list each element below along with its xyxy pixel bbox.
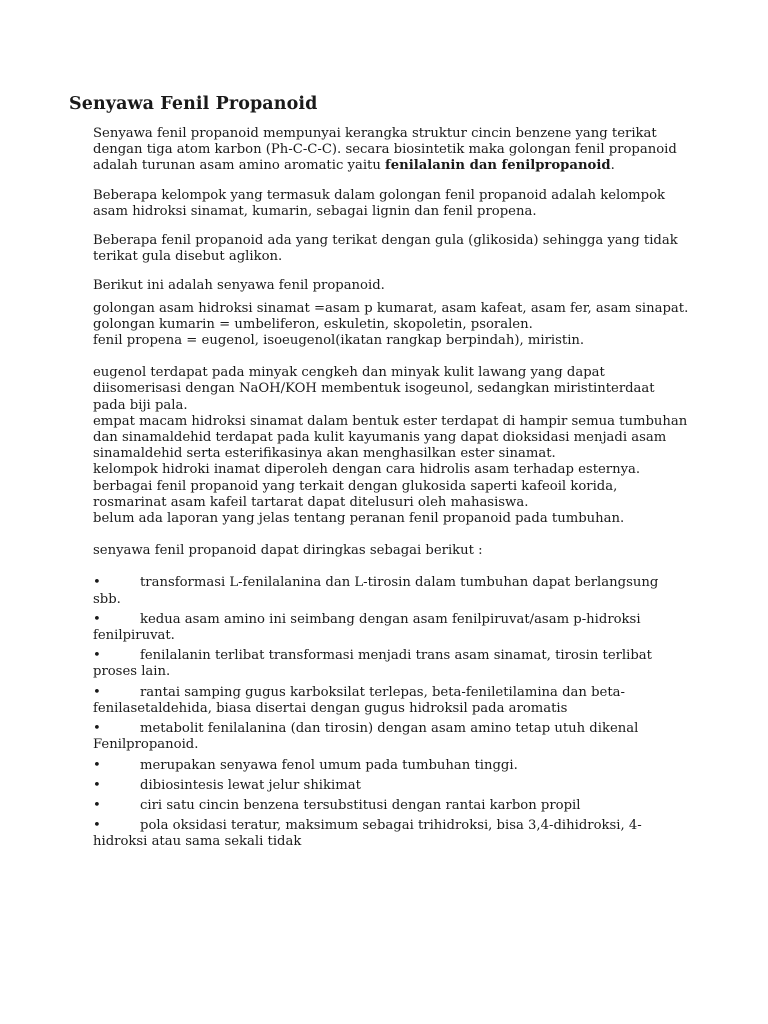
list-item-text: rantai samping gugus karboksilat terlepas, beta-feniletilamina dan beta-: [140, 684, 625, 700]
text-line: dengan tiga atom karbon (Ph-C-C-C). secara biosintetik maka golongan fenil propanoid: [93, 142, 677, 158]
list-item-text: ciri satu cincin benzena tersubstitusi dengan rantai karbon propil: [140, 797, 581, 813]
text-line: kelompok hidroki inamat diperoleh dengan cara hidrolis asam terhadap esternya.: [93, 462, 641, 478]
list-item-line: [93, 575, 693, 591]
paragraph-glycoside: [93, 233, 693, 265]
list-item-line: [93, 648, 693, 664]
bullet-icon: •: [93, 797, 101, 813]
list-item-line: [93, 721, 693, 737]
list-item-continuation: fenilasetaldehida, biasa disertai dengan gugus hidroksil pada aromatis: [93, 700, 568, 716]
bullet-icon: •: [93, 684, 101, 700]
text-line: belum ada laporan yang jelas tentang peranan fenil propanoid pada tumbuhan.: [93, 511, 625, 527]
text-line: Beberapa fenil propanoid ada yang terikat dengan gula (glikosida) sehingga yang tidak: [93, 233, 678, 249]
bullet-icon: •: [93, 611, 101, 627]
text-line: Beberapa kelompok yang termasuk dalam golongan fenil propanoid adalah kelompok: [93, 187, 666, 203]
bullet-icon: •: [93, 777, 101, 793]
text-line: [93, 158, 693, 174]
text-span: adalah turunan asam amino aromatic yaitu: [93, 158, 386, 174]
list-item-text: kedua asam amino ini seimbang dengan asam fenilpiruvat/asam p-hidroksi: [140, 611, 641, 627]
text-line: eugenol terdapat pada minyak cengkeh dan minyak kulit lawang yang dapat: [93, 365, 605, 381]
paragraph-summary-intro: senyawa fenil propanoid dapat diringkas sebagai berikut :: [93, 543, 483, 559]
paragraph-compound-groups: [93, 301, 693, 350]
list-item-line: [93, 758, 693, 774]
text-line: berbagai fenil propanoid yang terkait dengan glukosida saperti kafeoil korida,: [93, 478, 618, 494]
list-item-text: dibiosintesis lewat jelur shikimat: [140, 777, 361, 793]
document-body: [93, 126, 693, 855]
list-item-text: merupakan senyawa fenol umum pada tumbuhan tinggi.: [140, 757, 518, 773]
bold-text: fenilalanin dan fenilpropanoid: [385, 158, 611, 174]
text-line: golongan kumarin = umbeliferon, eskuletin, skopoletin, psoralen.: [93, 316, 533, 332]
paragraph-groups: [93, 188, 693, 220]
list-item-continuation: fenilpiruvat.: [93, 628, 175, 644]
list-item: [93, 612, 693, 648]
list-item: [93, 798, 693, 818]
list-item-continuation: proses lain.: [93, 664, 171, 680]
text-line: Senyawa fenil propanoid mempunyai kerangka struktur cincin benzene yang terikat: [93, 126, 657, 141]
list-item: [93, 685, 693, 721]
bullet-icon: •: [93, 575, 101, 591]
list-item-line: [93, 818, 693, 834]
list-item: [93, 648, 693, 684]
paragraph-details: [93, 365, 693, 527]
list-item-text: metabolit fenilalanina (dan tirosin) dengan asam amino tetap utuh dikenal: [140, 721, 639, 737]
text-line: diisomerisasi dengan NaOH/KOH membentuk isogeunol, sedangkan miristinterdaat: [93, 381, 655, 397]
text-line: asam hidroksi sinamat, kumarin, sebagai lignin dan fenil propena.: [93, 203, 537, 219]
text-line: dan sinamaldehid terdapat pada kulit kayumanis yang dapat dioksidasi menjadi asam: [93, 430, 667, 446]
list-item-line: [93, 798, 693, 814]
bullet-icon: •: [93, 818, 101, 834]
list-item-text: fenilalanin terlibat transformasi menjadi trans asam sinamat, tirosin terlibat: [140, 648, 652, 664]
list-item-continuation: hidroksi atau sama sekali tidak: [93, 834, 302, 850]
text-span: .: [610, 158, 615, 174]
document-title: Senyawa Fenil Propanoid: [69, 94, 318, 114]
list-item: [93, 758, 693, 778]
bullet-list: [93, 575, 693, 854]
bullet-icon: •: [93, 648, 101, 664]
text-line: sinamaldehid serta esterifikasinya akan menghasilkan ester sinamat.: [93, 446, 556, 462]
list-item: [93, 778, 693, 798]
paragraph-intro-list: Berikut ini adalah senyawa fenil propanoid.: [93, 278, 385, 294]
text-line: fenil propena = eugenol, isoeugenol(ikatan rangkap berpindah), miristin.: [93, 333, 585, 349]
list-item: [93, 818, 693, 854]
text-line: empat macam hidroksi sinamat dalam bentuk ester terdapat di hampir semua tumbuhan: [93, 413, 688, 429]
list-item-text: transformasi L-fenilalanina dan L-tirosin dalam tumbuhan dapat berlangsung: [140, 575, 659, 591]
bullet-icon: •: [93, 721, 101, 737]
list-item-text: pola oksidasi teratur, maksimum sebagai trihidroksi, bisa 3,4-dihidroksi, 4-: [140, 818, 642, 834]
list-item-line: [93, 685, 693, 701]
text-line: golongan asam hidroksi sinamat =asam p kumarat, asam kafeat, asam fer, asam sinapat.: [93, 300, 689, 316]
paragraph-intro: [93, 126, 693, 175]
list-item-continuation: Fenilpropanoid.: [93, 737, 199, 753]
text-line: terikat gula disebut aglikon.: [93, 249, 283, 265]
list-item: [93, 575, 693, 611]
text-line: pada biji pala.: [93, 397, 188, 413]
list-item: [93, 721, 693, 757]
bullet-icon: •: [93, 757, 101, 773]
list-item-continuation: sbb.: [93, 591, 121, 607]
list-item-line: [93, 612, 693, 628]
text-line: rosmarinat asam kafeil tartarat dapat ditelusuri oleh mahasiswa.: [93, 494, 529, 510]
list-item-line: [93, 778, 693, 794]
